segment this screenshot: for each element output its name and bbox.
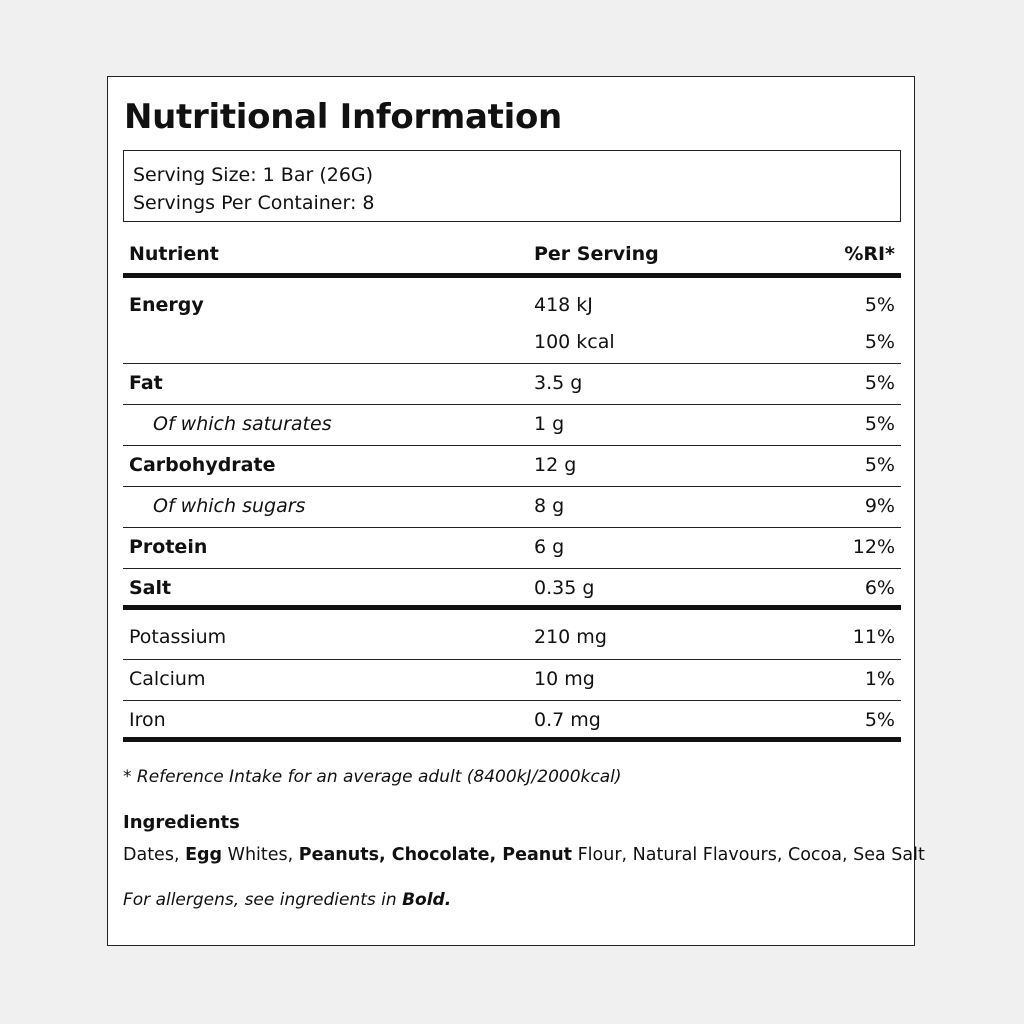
nutrition-label — [107, 76, 925, 946]
nutrient-ri: 1% — [864, 668, 895, 690]
nutrient-value: 210 mg — [534, 626, 607, 648]
nutrient-ri: 5% — [864, 294, 895, 316]
table-row-protein — [123, 528, 901, 569]
nutrient-name: Carbohydrate — [129, 454, 276, 476]
nutrient-value: 100 kcal — [534, 331, 615, 353]
nutrient-name: Potassium — [129, 626, 227, 648]
nutrient-value: 0.7 mg — [534, 709, 601, 731]
nutrient-ri: 9% — [864, 495, 895, 517]
nutrient-value: 12 g — [534, 454, 577, 476]
ingredients-heading: Ingredients — [123, 812, 240, 833]
ingredient-text: Whites, — [222, 845, 299, 865]
table-header-row — [123, 232, 901, 278]
nutrient-value: 8 g — [534, 495, 565, 517]
nutrient-ri: 5% — [864, 372, 895, 394]
servings-per-container: Servings Per Container: 8 — [133, 192, 375, 214]
nutrient-name: Of which saturates — [153, 413, 332, 435]
table-row-potassium — [123, 610, 901, 660]
header-nutrient: Nutrient — [129, 243, 219, 265]
nutrient-value: 10 mg — [534, 668, 595, 690]
nutrient-value: 6 g — [534, 536, 565, 558]
nutrient-name: Energy — [129, 294, 204, 316]
nutrient-name: Fat — [129, 372, 163, 394]
nutrient-value: 418 kJ — [534, 294, 593, 316]
nutrient-name: Of which sugars — [153, 495, 306, 517]
nutrient-name: Iron — [129, 709, 166, 731]
nutrient-ri: 11% — [852, 626, 895, 648]
page-title: Nutritional Information — [124, 97, 562, 137]
serving-info-box — [123, 150, 901, 222]
table-row-sugars — [123, 487, 901, 528]
table-row-energy-kcal — [123, 325, 901, 364]
nutrient-ri: 5% — [864, 709, 895, 731]
ingredient-text: Flour, Natural Flavours, Cocoa, Sea Salt — [572, 845, 925, 865]
table-row-energy-kj — [123, 278, 901, 325]
header-ri: %RI* — [844, 243, 895, 265]
table-row-carbohydrate — [123, 446, 901, 487]
nutrient-value: 0.35 g — [534, 577, 595, 599]
nutrient-ri: 5% — [864, 454, 895, 476]
serving-size: Serving Size: 1 Bar (26G) — [133, 164, 374, 186]
nutrient-ri: 6% — [864, 577, 895, 599]
nutrition-table — [123, 232, 901, 742]
allergen-note — [123, 890, 451, 910]
table-row-saturates — [123, 405, 901, 446]
table-row-fat — [123, 364, 901, 405]
nutrient-ri: 12% — [852, 536, 895, 558]
header-per-serving: Per Serving — [534, 243, 659, 265]
table-row-salt — [123, 569, 901, 610]
reference-intake-footnote: * Reference Intake for an average adult (8400kJ/2000kcal) — [123, 767, 622, 787]
allergen-note-bold: Bold. — [402, 890, 452, 910]
ingredient-allergen: Peanuts, Chocolate, Peanut — [298, 845, 573, 865]
ingredient-allergen: Egg — [185, 845, 223, 865]
table-row-iron — [123, 701, 901, 742]
nutrient-name: Calcium — [129, 668, 206, 690]
nutrient-name: Protein — [129, 536, 208, 558]
nutrient-value: 3.5 g — [534, 372, 583, 394]
nutrient-ri: 5% — [864, 331, 895, 353]
nutrient-ri: 5% — [864, 413, 895, 435]
ingredients-list — [123, 845, 925, 865]
ingredient-text: Dates, — [123, 845, 186, 865]
nutrient-name: Salt — [129, 577, 172, 599]
allergen-note-text: For allergens, see ingredients in — [123, 890, 403, 910]
nutrient-value: 1 g — [534, 413, 565, 435]
table-row-calcium — [123, 660, 901, 701]
